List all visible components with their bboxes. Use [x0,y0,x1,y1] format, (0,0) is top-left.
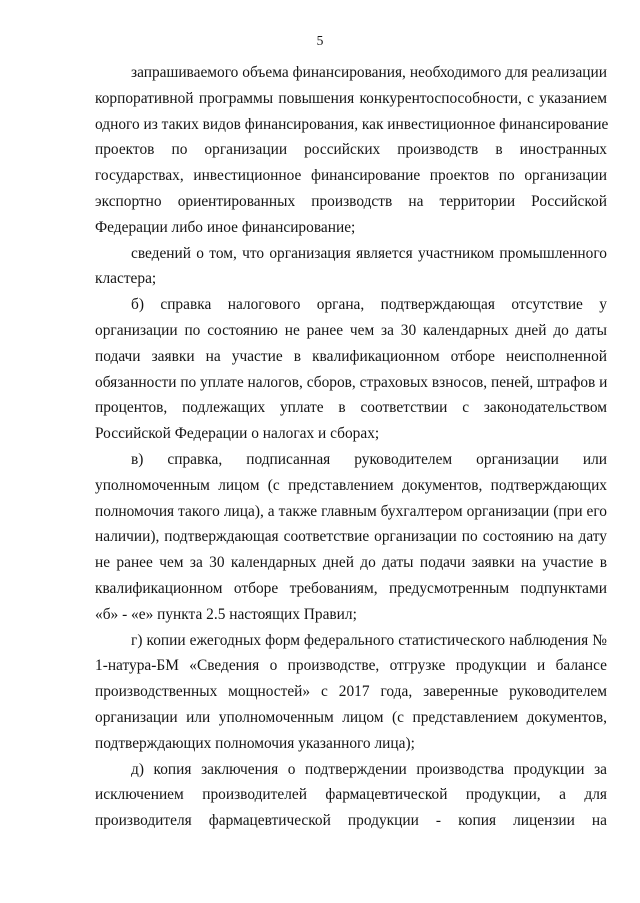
paragraph-cluster-membership [95,241,607,293]
text-line: Федерации либо иное финансирование; [95,218,356,236]
paragraph-item-g [95,628,607,757]
paragraph-item-b [95,292,607,447]
text-line: государствах, инвестиционное финансирование проектов по организации [95,167,607,185]
text-line: «б» - «е» пункта 2.5 настоящих Правил; [95,605,357,623]
text-line: г) копии ежегодных форм федерального статистического наблюдения № [131,631,607,649]
text-line: не ранее чем за 30 календарных дней до даты подачи заявки на участие в [95,554,607,572]
text-line: д) копия заключения о подтверждении производства продукции за [131,760,607,778]
text-line: корпоративной программы повышения конкурентоспособности, с указанием [95,89,607,107]
paragraph-item-d [95,757,607,834]
text-line: сведений о том, что организация является участником промышленного [131,244,607,262]
text-line: процентов, подлежащих уплате в соответствии с законодательством [95,399,607,417]
text-line: полномочия такого лица), а также главным бухгалтером организации (при его [95,502,607,520]
text-line: подтверждающих полномочия указанного лица); [95,734,415,752]
page-number: 5 [316,33,324,48]
document-body [95,60,607,834]
text-line: организации по состоянию не ранее чем за 30 календарных дней до даты [95,321,607,339]
text-line: запрашиваемого объема финансирования, необходимого для реализации [131,64,607,81]
text-line: организации или уполномоченным лицом (с представлением документов, [95,708,607,726]
text-line: Российской Федерации о налогах и сборах; [95,425,380,443]
text-line: экспортно ориентированных производств на территории Российской [95,192,607,210]
text-line: производственных мощностей» с 2017 года, заверенные руководителем [95,683,607,701]
text-line: обязанности по уплате налогов, сборов, страховых взносов, пеней, штрафов и [95,373,608,391]
text-line: одного из таких видов финансирования, как инвестиционное финансирование [95,115,609,133]
text-line: кластера; [95,270,157,288]
text-line: в) справка, подписанная руководителем организации или [131,450,607,468]
text-line: наличии), подтверждающая соответствие организации по состоянию на дату [95,528,607,546]
paragraph-financing-request [95,60,607,241]
text-line: производителя фармацевтической продукции - копия лицензии на [95,812,607,830]
paragraph-item-v [95,447,607,628]
text-line: 1-натура-БМ «Сведения о производстве, отгрузке продукции и балансе [95,657,607,675]
text-line: подачи заявки на участие в квалификационном отборе неисполненной [95,347,607,365]
text-line: уполномоченным лицом (с представлением документов, подтверждающих [95,476,607,494]
text-line: б) справка налогового органа, подтверждающая отсутствие у [131,296,607,314]
text-line: квалификационном отборе требованиям, предусмотренным подпунктами [95,579,607,597]
text-line: исключением производителей фармацевтической продукции, а для [95,786,607,804]
text-line: проектов по организации российских производств в иностранных [95,141,607,159]
